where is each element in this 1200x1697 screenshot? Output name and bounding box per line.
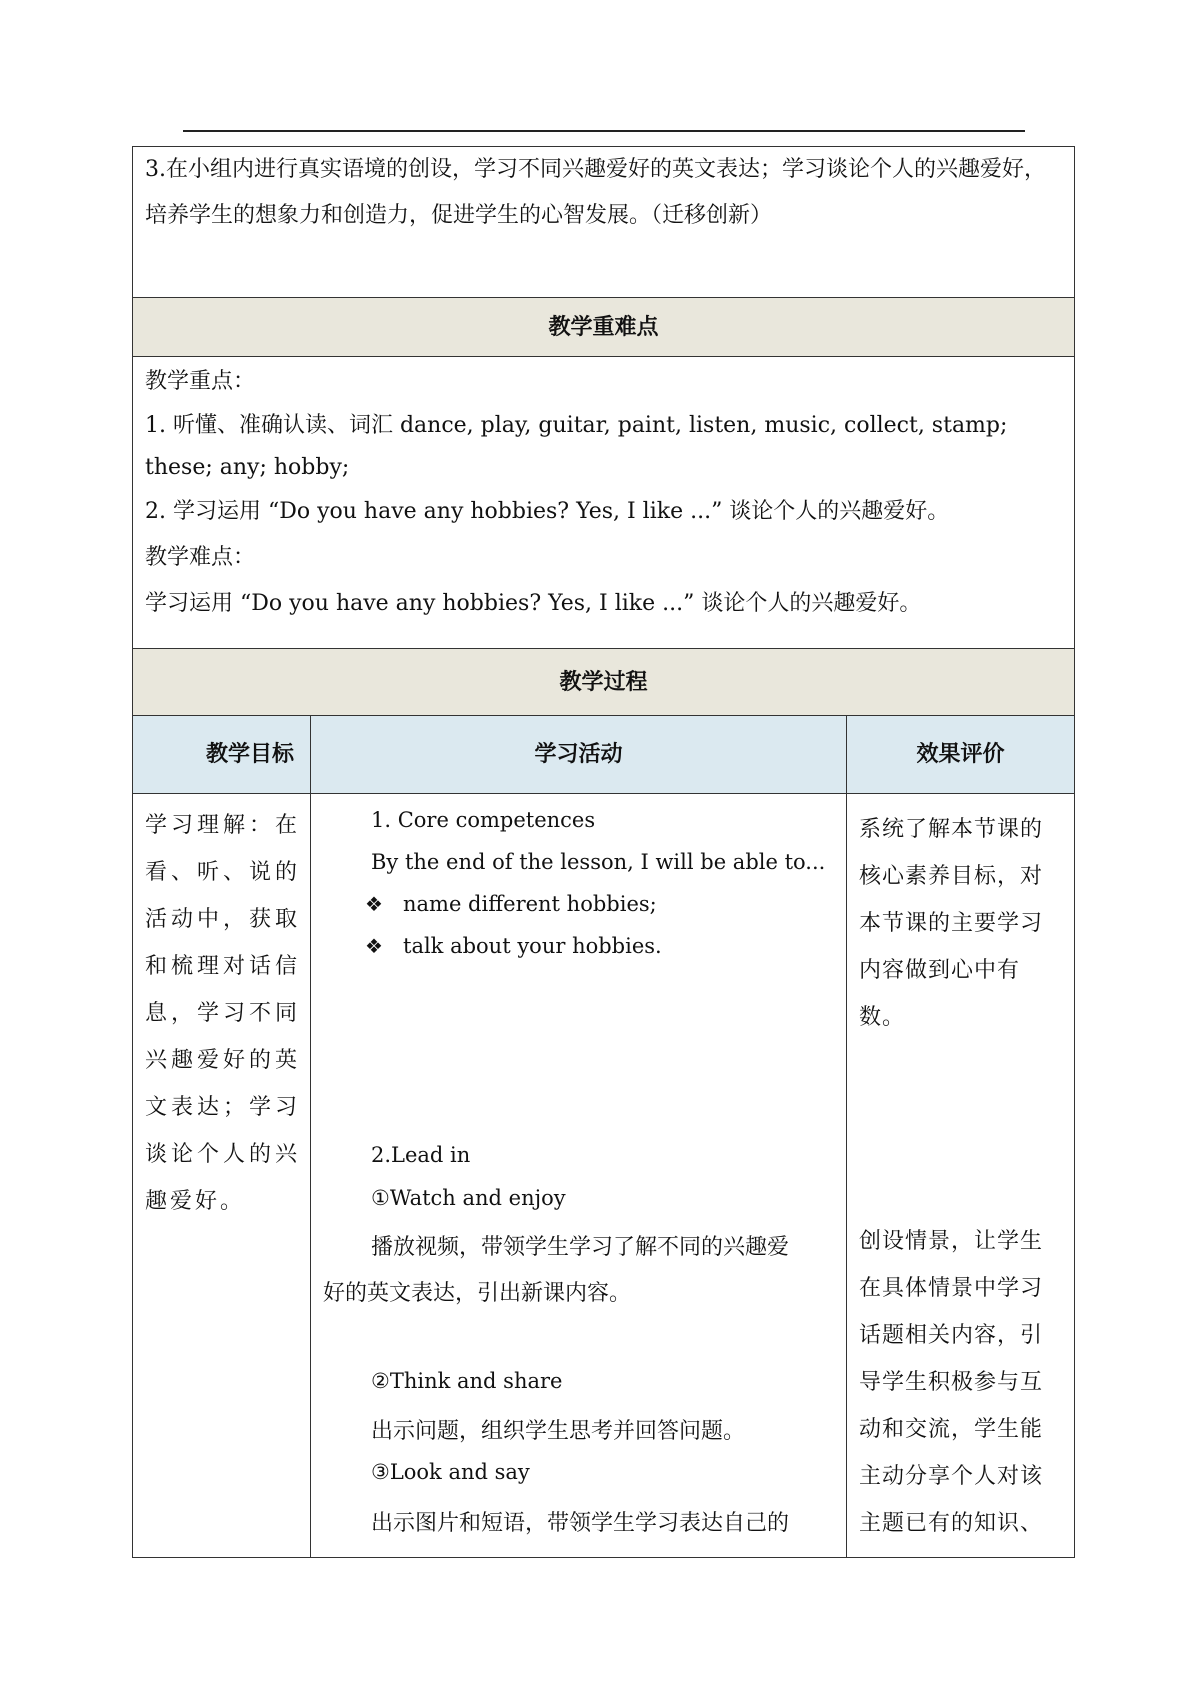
difficult-point-1: 学习运用 “Do you have any hobbies? Yes, I like ...” 谈论个人的兴趣爱好。 (145, 591, 922, 616)
diamond-bullet-icon: ❖ (365, 934, 383, 958)
step-watch-and-enjoy: ①Watch and enjoy (371, 1186, 566, 1210)
step-3-description: 出示图片和短语，带领学生学习表达自己的 (371, 1511, 790, 1536)
bullet-item-1 (365, 892, 657, 916)
step-1-description-b: 好的英文表达，引出新课内容。 (323, 1281, 632, 1306)
step-think-and-share: ②Think and share (371, 1369, 563, 1393)
column-header-goal: 教学目标 (133, 716, 311, 794)
lead-in-title: 2.Lead in (371, 1143, 471, 1167)
step-2-description: 出示问题，组织学生思考并回答问题。 (371, 1419, 746, 1444)
objective-3-cell (133, 147, 1074, 298)
bullet-text-1: name different hobbies; (403, 892, 657, 916)
evaluation-text-1: 系统了解本节课的核心素养目标，对本节课的主要学习内容做到心中有数。 (859, 817, 1044, 1030)
key-label: 教学重点： (145, 369, 256, 394)
key-points-header (133, 298, 1074, 357)
column-header-evaluation: 效果评价 (916, 742, 1005, 767)
evaluation-cell (847, 794, 1074, 1557)
key-points-title: 教学重难点 (548, 315, 659, 340)
lesson-plan-table (132, 146, 1075, 1558)
diamond-bullet-icon: ❖ (365, 892, 383, 916)
bullet-item-2 (365, 934, 662, 958)
process-row (133, 794, 1074, 1557)
process-header (133, 649, 1074, 716)
column-header-activity: 学习活动 (311, 716, 847, 794)
goal-cell (133, 794, 311, 1557)
activity-cell (311, 794, 847, 1557)
evaluation-text-2: 创设情景，让学生在具体情景中学习话题相关内容，引导学生积极参与互动和交流，学生能主动分享个人对该主题已有的知识、 (859, 1229, 1044, 1536)
goal-text: 学习理解：在看、听、说的活动中，获取和梳理对话信息，学习不同兴趣爱好的英文表达；学习谈论个人的兴趣爱好。 (145, 813, 300, 1214)
header-rule (183, 130, 1025, 132)
step-1-description-a: 播放视频，带领学生学习了解不同的兴趣爱 (371, 1235, 790, 1260)
core-competences-intro: By the end of the lesson, I will be able to... (371, 850, 826, 874)
difficult-label: 教学难点： (145, 545, 256, 570)
key-point-2: 2. 学习运用 “Do you have any hobbies? Yes, I like ...” 谈论个人的兴趣爱好。 (145, 499, 950, 524)
objective-3-text: 3.在小组内进行真实语境的创设，学习不同兴趣爱好的英文表达；学习谈论个人的兴趣爱好，培养学生的想象力和创造力，促进学生的心智发展。（迁移创新） (145, 157, 1046, 228)
process-column-headers (133, 716, 1074, 794)
step-look-and-say: ③Look and say (371, 1460, 530, 1484)
key-points-cell (133, 357, 1074, 649)
key-point-1: 1. 听懂、准确认读、词汇 dance, play, guitar, paint, listen, music, collect, stamp; these; any; hobby; (145, 413, 1008, 480)
core-competences-title: 1. Core competences (371, 808, 596, 832)
process-title: 教学过程 (559, 670, 648, 695)
bullet-text-2: talk about your hobbies. (403, 934, 662, 958)
